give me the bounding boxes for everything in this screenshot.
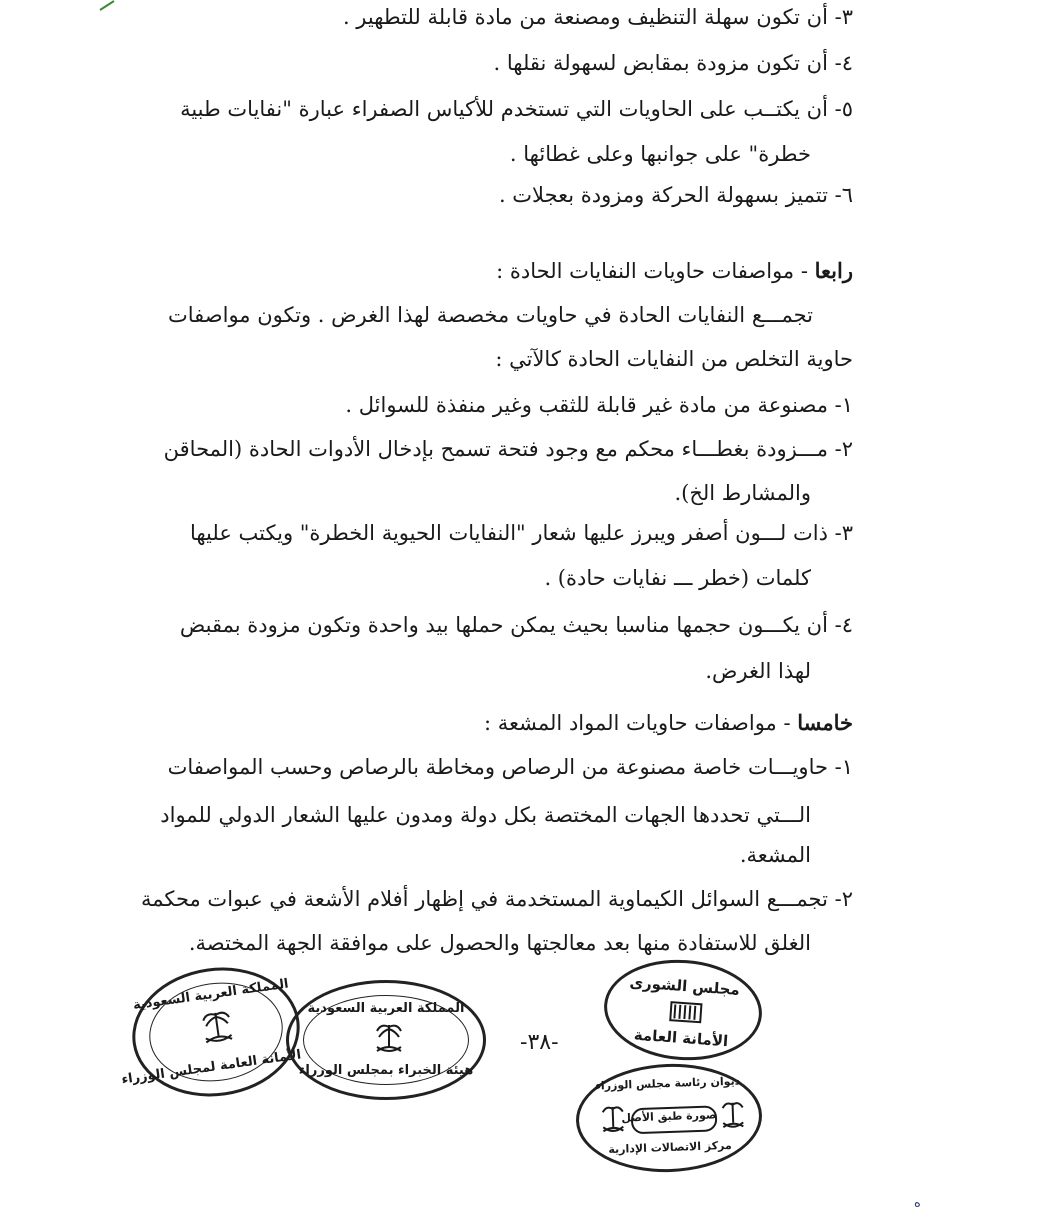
stamp-bottom-top-text: ديوان رئاسة مجلس الوزراء <box>595 1074 741 1093</box>
stamp-left-bottom-text: الأمانة العامة لمجلس الوزراء <box>120 1047 303 1088</box>
section-4-heading-bold: رابعا <box>814 258 853 283</box>
section-4-item-2: ٢- مـــزودة بغطـــاء محكم مع وجود فتحة تسمح بإدخال الأدوات الحادة (المحاقن <box>163 437 853 461</box>
section-5-item-2-cont: الغلق للاستفادة منها بعد معالجتها والحصول على موافقة الجهة المختصة. <box>188 931 811 955</box>
building-emblem-icon <box>668 998 704 1024</box>
section-5-item-2: ٢- تجمـــع السوائل الكيماوية المستخدمة في إظهار أفلام الأشعة في عبوات محكمة <box>140 887 853 911</box>
palm-swords-emblem-icon <box>371 1019 407 1059</box>
stamp-middle-bottom-text: هيئة الخبراء بمجلس الوزراء <box>298 1063 474 1078</box>
section-4-heading <box>496 256 853 286</box>
list-item-4: ٤- أن تكون مزودة بمقابض لسهولة نقلها . <box>493 51 853 75</box>
section-5-item-1-cont: الـــتي تحددها الجهات المختصة بكل دولة ومدون عليها الشعار الدولي للمواد <box>160 803 811 827</box>
stamp-shura-top-text: مجلس الشورى <box>628 973 741 999</box>
page-number: -٣٨- <box>520 1030 559 1055</box>
list-item-5: ٥- أن يكتــب على الحاويات التي تستخدم للأكياس الصفراء عبارة "نفايات طبية <box>180 97 853 121</box>
stamp-shura-council <box>601 955 766 1066</box>
section-4-intro-line2: حاوية التخلص من النفايات الحادة كالآتي : <box>495 347 853 371</box>
section-5-item-1-cont2: المشعة. <box>739 843 811 867</box>
stamp-experts-commission <box>286 980 486 1100</box>
section-4-item-3-cont: كلمات (خطر ـــ نفايات حادة) . <box>544 566 811 590</box>
stamp-left-top-text: المملكة العربية السعودية <box>132 976 290 1014</box>
stamp-bottom-middle-text: صورة طبق الأصل <box>621 1108 717 1125</box>
stamp-true-copy <box>574 1061 764 1175</box>
list-item-5-cont: خطرة" على جوانبها وعلى غطائها . <box>509 142 811 166</box>
corner-pen-mark <box>98 0 118 12</box>
section-5-heading-bold: خامسا <box>797 710 853 735</box>
list-item-6: ٦- تتميز بسهولة الحركة ومزودة بعجلات . <box>498 183 853 207</box>
palm-swords-emblem-icon <box>718 1098 747 1133</box>
section-4-item-3: ٣- ذات لـــون أصفر ويبرز عليها شعار "النفايات الحيوية الخطرة" ويكتب عليها <box>189 521 853 545</box>
section-4-item-4: ٤- أن يكـــون حجمها مناسبا بحيث يمكن حملها بيد واحدة وتكون مزودة بمقبض <box>179 613 853 637</box>
bottom-tiny-mark: ه <box>914 1196 921 1211</box>
section-5-item-1: ١- حاويـــات خاصة مصنوعة من الرصاص ومخاطة بالرصاص وحسب المواصفات <box>167 755 853 779</box>
section-4-heading-rest: - مواصفات حاويات النفايات الحادة : <box>496 259 815 283</box>
section-4-item-4-cont: لهذا الغرض. <box>705 659 811 683</box>
stamp-general-secretariat <box>120 957 308 1107</box>
section-5-heading-rest: - مواصفات حاويات المواد المشعة : <box>484 711 798 735</box>
stamp-shura-bottom-text: الأمانة العامة <box>633 1025 729 1051</box>
palm-swords-emblem-icon <box>196 1004 239 1051</box>
section-5-heading <box>484 708 853 738</box>
section-4-intro-line1: تجمـــع النفايات الحادة في حاويات مخصصة لهذا الغرض . وتكون مواصفات <box>168 303 813 327</box>
section-4-item-2-cont: والمشارط الخ). <box>674 481 811 505</box>
stamp-bottom-bottom-text: مركز الاتصالات الإدارية <box>608 1138 732 1157</box>
list-item-3: ٣- أن تكون سهلة التنظيف ومصنعة من مادة قابلة للتطهير . <box>342 5 853 29</box>
stamp-middle-top-text: المملكة العربية السعودية <box>307 1001 465 1016</box>
section-4-item-1: ١- مصنوعة من مادة غير قابلة للثقب وغير منفذة للسوائل . <box>345 393 853 417</box>
